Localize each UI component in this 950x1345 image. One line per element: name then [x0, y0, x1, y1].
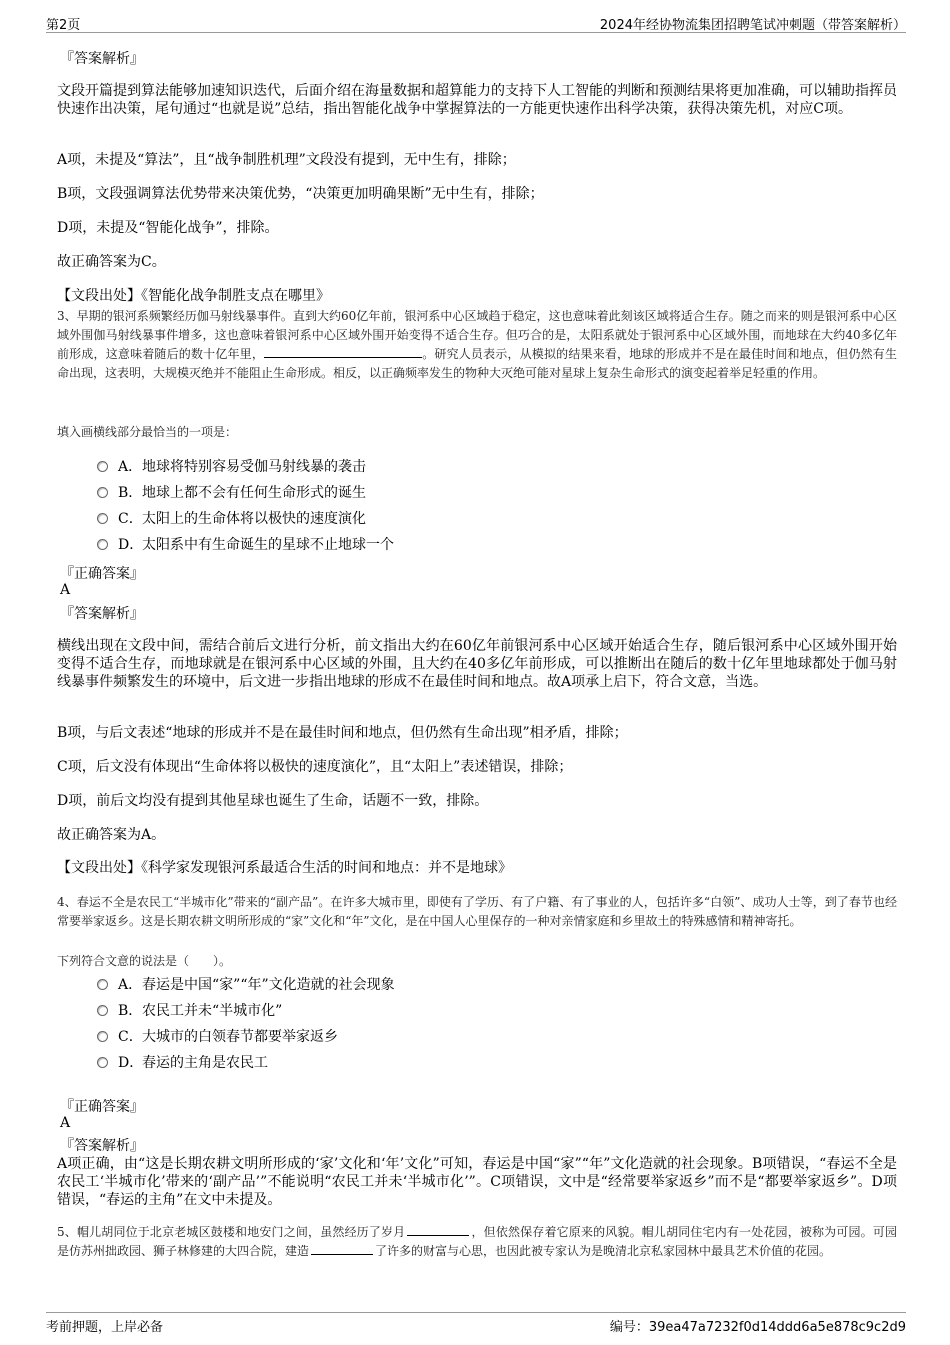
q3-option-b[interactable]: B．地球上都不会有任何生命形式的诞生 [97, 484, 366, 502]
radio-button-icon[interactable] [97, 1031, 108, 1042]
q3-analysis-option-d: D项，前后文均没有提到其他星球也诞生了生命，话题不一致，排除。 [57, 793, 489, 809]
radio-button-icon[interactable] [97, 979, 108, 990]
q5-fill-blank-1 [407, 1223, 469, 1236]
q3-conclusion: 故正确答案为A。 [57, 827, 166, 843]
q4-option-c[interactable]: C．大城市的白领春节都要举家返乡 [97, 1028, 338, 1046]
q5-stem-part1: 5、帽儿胡同位于北京老城区鼓楼和地安门之间，虽然经历了岁月 [57, 1225, 406, 1239]
q4-stem: 4、春运不全是农民工“半城市化”带来的“副产品”。在许多大城市里，即使有了学历、有了户籍、有了事业的人，包括许多“白领”、成功人士等，到了春节也经常要举家返乡。这是长期农耕文明所形成的“家”文化和“年”文化，是在中国人心里保存的一种对亲情家庭和乡里故土的特殊感情和精神寄托。 [57, 895, 897, 928]
radio-button-icon[interactable] [97, 539, 108, 550]
q3-analysis-option-b: B项，与后文表述“地球的形成并不是在最佳时间和地点，但仍然有生命出现”相矛盾，排除； [57, 725, 628, 741]
radio-button-icon[interactable] [97, 1005, 108, 1016]
q5-stem-part2: ，但依然保存着它原来的风貌。帽儿胡同住宅内有一处花园，被称为可园。可园是仿苏州拙政园、狮子林修建的大四合院，建造 [57, 1225, 897, 1258]
q5-stem-part3: 了许多的财富与心思，也因此被专家认为是晚清北京私家园林中最具艺术价值的花园。 [375, 1244, 832, 1258]
document-title: 2024年经协物流集团招聘笔试冲刺题（带答案解析） [599, 18, 906, 33]
q2-analysis-option-d: D项，未提及“智能化战争”，排除。 [57, 220, 279, 236]
q2-analysis-option-b: B项，文段强调算法优势带来决策优势，“决策更加明确果断”无中生有，排除； [57, 186, 544, 202]
q2-analysis-option-a: A项，未提及“算法”，且“战争制胜机理”文段没有提到，无中生有，排除； [57, 152, 516, 168]
q3-answer: A [60, 582, 71, 598]
header-divider [46, 32, 906, 33]
radio-button-icon[interactable] [97, 1057, 108, 1068]
footer-document-id: 编号：39ea47a7232f0d14ddd6a5e878c9c2d9 [609, 1320, 906, 1335]
q5-stem [57, 1223, 897, 1261]
q5-fill-blank-2 [311, 1242, 373, 1255]
q3-stem [57, 307, 897, 383]
q3-option-c[interactable]: C．太阳上的生命体将以极快的速度演化 [97, 510, 366, 528]
q4-option-b[interactable]: B．农民工并未“半城市化” [97, 1002, 282, 1020]
q3-option-a[interactable]: A．地球将特别容易受伽马射线暴的袭击 [97, 458, 366, 476]
radio-button-icon[interactable] [97, 487, 108, 498]
radio-button-icon[interactable] [97, 513, 108, 524]
q3-analysis-label: 『答案解析』 [60, 606, 144, 622]
q2-analysis-paragraph: 文段开篇提到算法能够加速知识迭代，后面介绍在海量数据和超算能力的支持下人工智能的判断和预测结果将更加准确，可以辅助指挥员快速作出决策，尾句通过“也就是说”总结，指出智能化战争中掌握算法的一方能更快速作出科学决策，获得决策先机，对应C项。 [57, 83, 897, 117]
q3-prompt: 填入画横线部分最恰当的一项是： [57, 425, 238, 439]
q4-option-a[interactable]: A．春运是中国“家”“年”文化造就的社会现象 [97, 976, 395, 994]
q4-prompt: 下列符合文意的说法是（ ）。 [57, 954, 232, 968]
q4-option-d[interactable]: D．春运的主角是农民工 [97, 1054, 268, 1072]
page-number: 第2页 [46, 18, 81, 33]
footer-divider [46, 1312, 906, 1313]
q4-analysis: A项正确，由“这是长期农耕文明所形成的‘家’文化和‘年’文化”可知，春运是中国“家”“年”文化造就的社会现象。B项错误，“春运不全是农民工‘半城市化’带来的‘副产品’”不能说明“农民工并未‘半城市化’”。C项错误，文中是“经常要举家返乡”而不是“都要举家返乡”。D项错误，“春运的主角”在文中未提及。 [57, 1156, 897, 1208]
q3-analysis-paragraph: 横线出现在文段中间，需结合前后文进行分析，前文指出大约在60亿年前银河系中心区域开始适合生存，随后银河系中心区域外围开始变得不适合生存，而地球就是在银河系中心区域的外围，且大约在40多亿年前形成，可以推断出在随后的数十亿年里地球都处于伽马射线暴事件频繁发生的环境中，后文进一步指出地球的形成不在最佳时间和地点。故A项承上启下，符合文意，当选。 [57, 638, 897, 690]
q3-stem-after: 。研究人员表示，从模拟的结果来看，地球的形成并不是在最佳时间和地点，但仍然有生命出现，这表明，大规模灭绝并不能阻止生命形成。相反，以正确频率发生的物种大灭绝可能对星球上复杂生命形式的演变起着举足轻重的作用。 [57, 347, 897, 380]
q2-conclusion: 故正确答案为C。 [57, 254, 166, 270]
q4-answer: A [60, 1115, 71, 1131]
q2-source: 【文段出处】《智能化战争制胜支点在哪里》 [57, 288, 330, 304]
q3-stem-before: 3、早期的银河系频繁经历伽马射线暴事件。直到大约60亿年前，银河系中心区域趋于稳定，这也意味着此刻该区域将适合生存。随之而来的则是银河系中心区域外围伽马射线暴事件增多，这也意味着银河系中心区域外围开始变得不适合生存。但巧合的是，太阳系就处于银河系中心区域外围，而地球在大约40多亿年前形成，这意味着随后的数十亿年里， [57, 309, 897, 361]
q4-answer-label: 『正确答案』 [60, 1099, 144, 1115]
q3-option-d[interactable]: D．太阳系中有生命诞生的星球不止地球一个 [97, 536, 394, 554]
q3-analysis-option-c: C项，后文没有体现出“生命体将以极快的速度演化”，且“太阳上”表述错误，排除； [57, 759, 573, 775]
q4-analysis-label: 『答案解析』 [60, 1138, 144, 1154]
q2-analysis-label: 『答案解析』 [60, 51, 144, 67]
radio-button-icon[interactable] [97, 461, 108, 472]
q3-source: 【文段出处】《科学家发现银河系最适合生活的时间和地点：并不是地球》 [57, 860, 512, 876]
footer-slogan: 考前押题，上岸必备 [46, 1320, 164, 1335]
q3-answer-label: 『正确答案』 [60, 566, 144, 582]
q3-fill-blank [264, 345, 422, 358]
